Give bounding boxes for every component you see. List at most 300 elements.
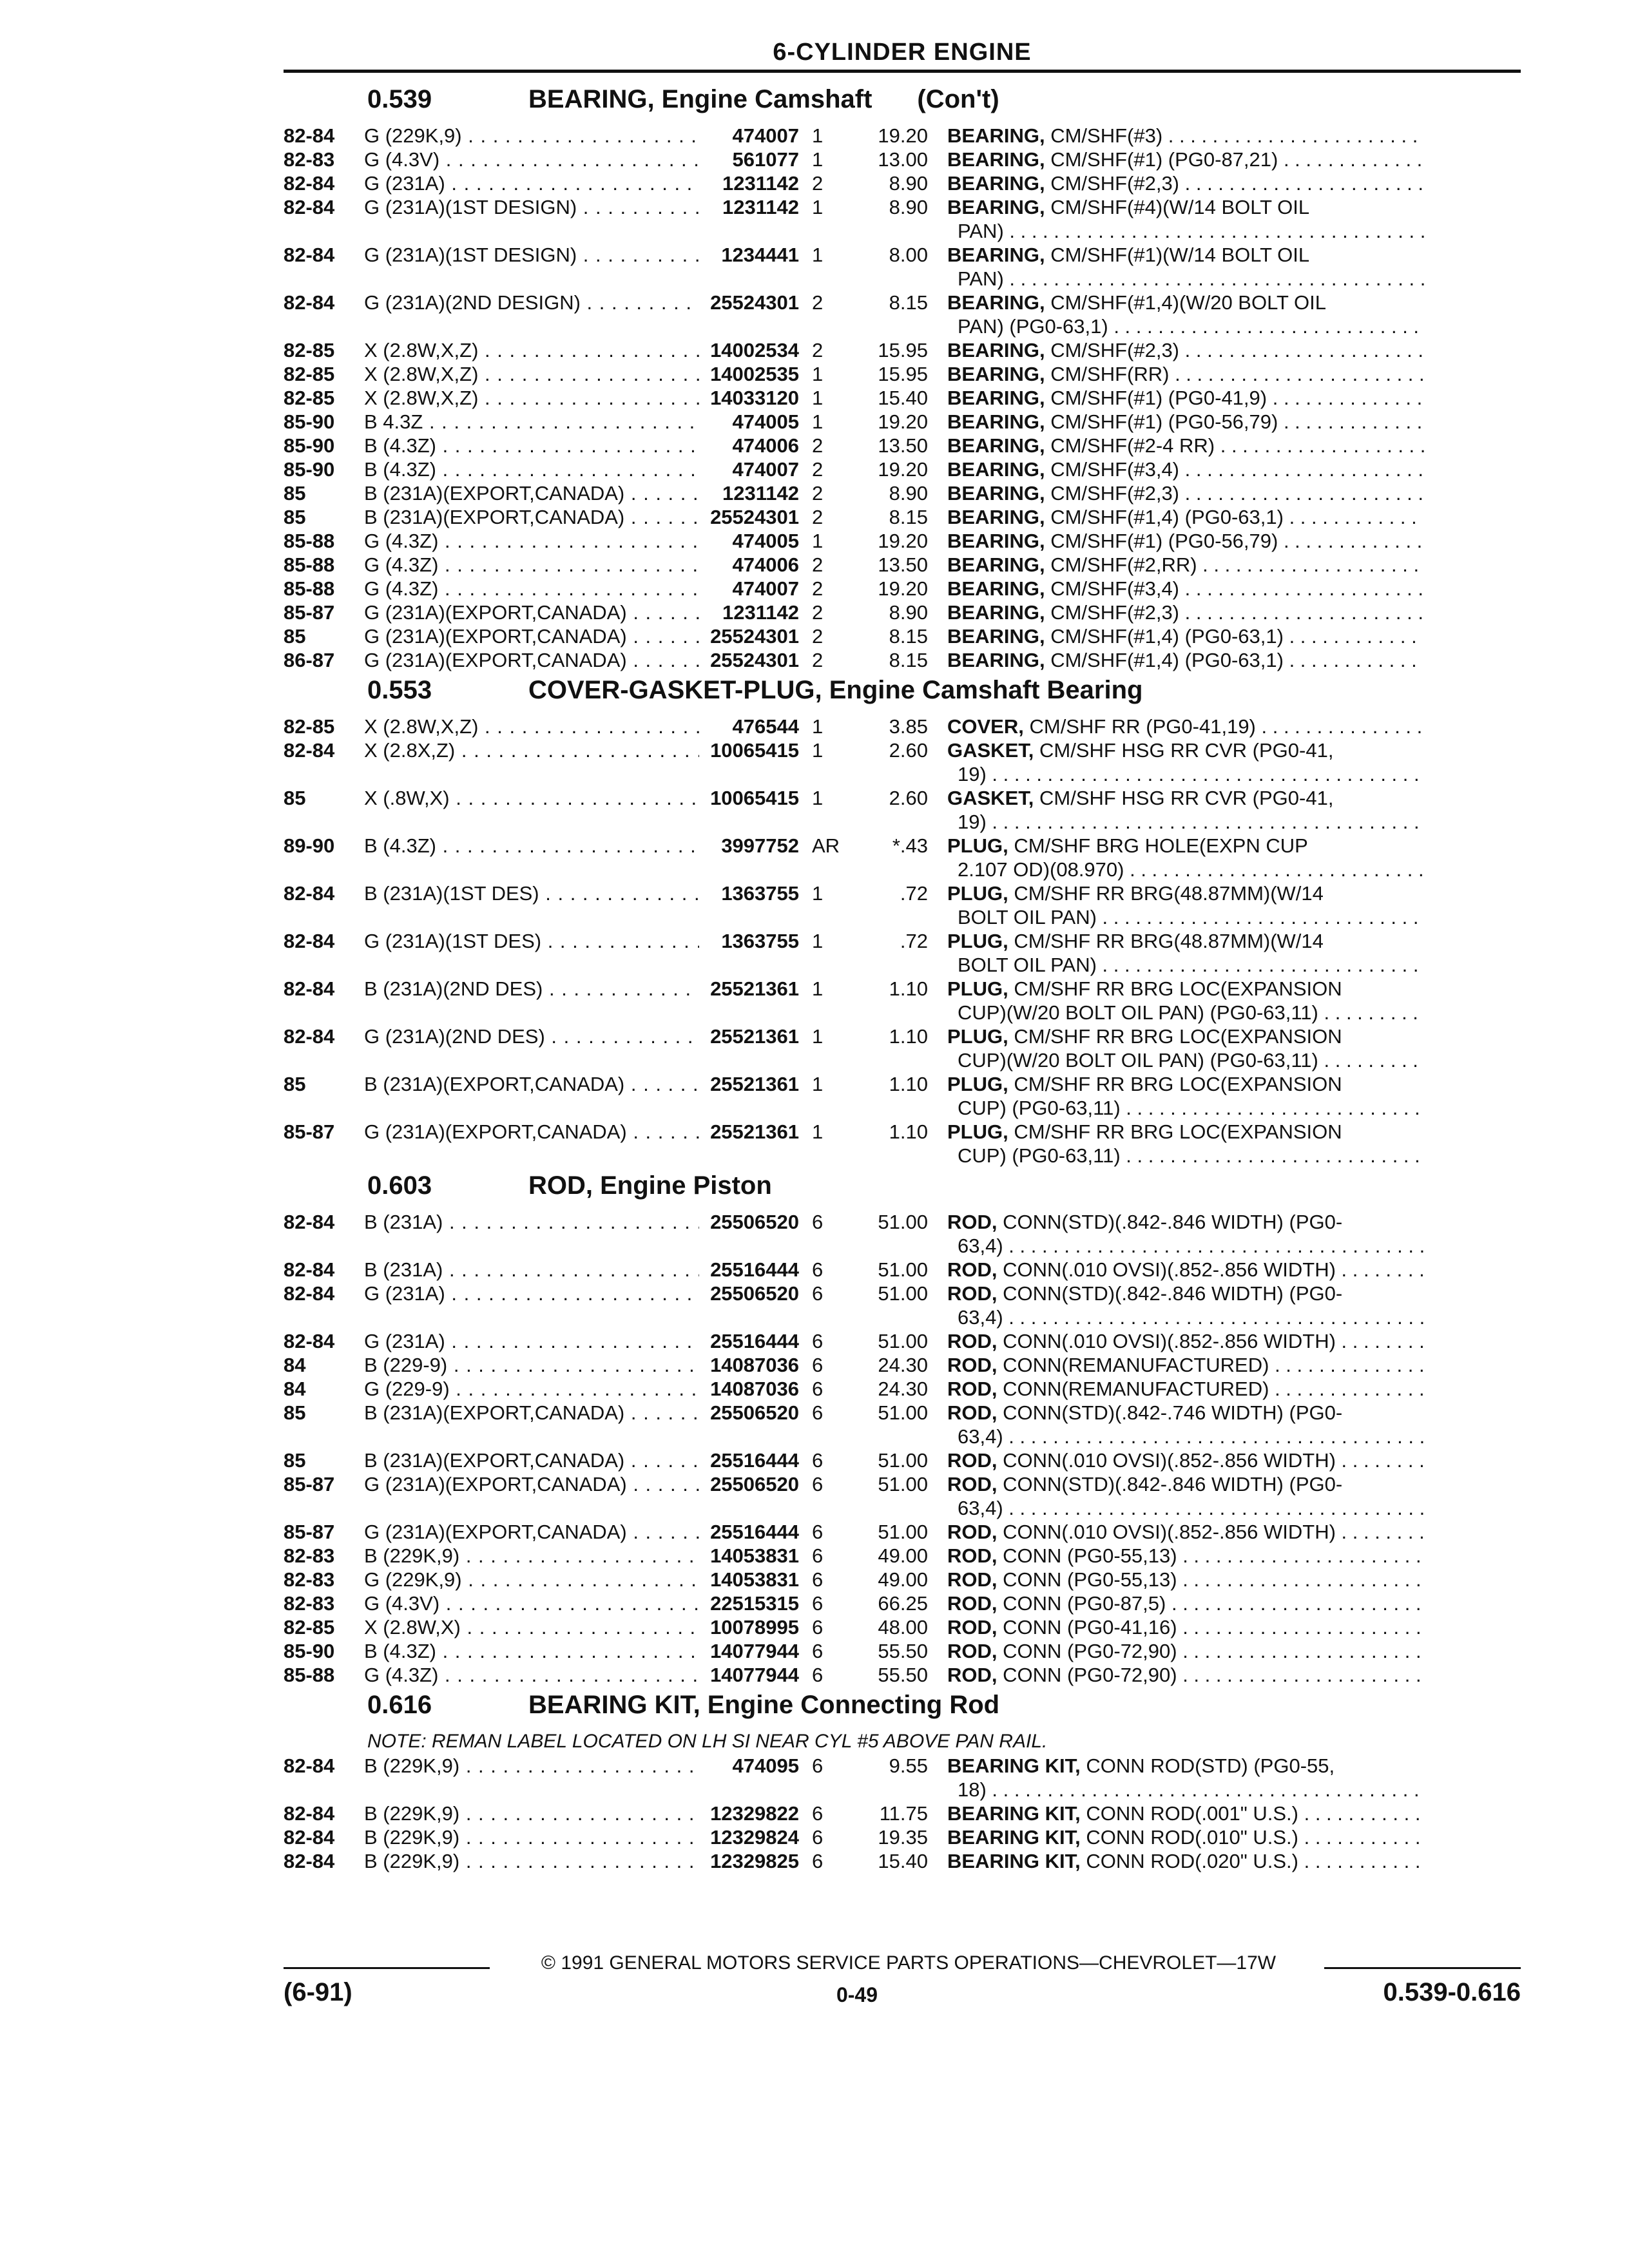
table-row bbox=[284, 362, 1521, 386]
model-years: 89-90 bbox=[284, 834, 335, 857]
model-years: 85 bbox=[284, 1449, 306, 1472]
part-keyword: ROD, bbox=[947, 1354, 998, 1376]
price: .72 bbox=[900, 930, 928, 952]
description-text: CUP)(W/20 BOLT OIL PAN) (PG0-63,11) bbox=[958, 1001, 1318, 1024]
description-text: CM/SHF(#3) bbox=[1050, 124, 1163, 147]
description-line bbox=[947, 1258, 1424, 1282]
description-line bbox=[947, 481, 1424, 505]
table-row bbox=[284, 1072, 1521, 1120]
part-keyword: BEARING, bbox=[947, 244, 1045, 266]
model-years: 84 bbox=[284, 1378, 306, 1400]
engine-code: G (4.3V) . . . bbox=[364, 1591, 699, 1615]
quantity: 6 bbox=[812, 1401, 824, 1424]
price: 1.10 bbox=[889, 977, 928, 1000]
model-years: 85-88 bbox=[284, 577, 335, 600]
part-keyword: PLUG, bbox=[947, 1120, 1008, 1143]
part-number: 474007 bbox=[732, 124, 799, 147]
part-number: 474005 bbox=[732, 410, 799, 433]
description-text: 2.107 OD)(08.970) bbox=[958, 858, 1124, 881]
description-line bbox=[947, 291, 1424, 314]
model-years: 82-84 bbox=[284, 1330, 335, 1352]
description-text: 63,4) bbox=[958, 1497, 1003, 1519]
engine-code: G (231A)(EXPORT,CANADA) . . . bbox=[364, 1472, 699, 1496]
description-line bbox=[947, 762, 1424, 786]
price: 15.95 bbox=[878, 363, 928, 385]
section-continued: (Con't) bbox=[917, 85, 999, 113]
table-row bbox=[284, 601, 1521, 624]
engine-code: X (.8W,X) . . . bbox=[364, 786, 699, 810]
engine-code: G (231A) . . . bbox=[364, 1329, 699, 1353]
table-row bbox=[284, 834, 1521, 881]
description-text: CM/SHF RR BRG LOC(EXPANSION bbox=[1014, 1120, 1342, 1143]
part-keyword: BEARING, bbox=[947, 625, 1045, 648]
engine-code: G (231A)(EXPORT,CANADA) . . . bbox=[364, 601, 699, 624]
part-keyword: BEARING, bbox=[947, 649, 1045, 671]
price: 8.90 bbox=[889, 196, 928, 218]
description-text: CM/SHF(#2,RR) bbox=[1050, 553, 1197, 576]
description-line bbox=[947, 362, 1424, 386]
model-years: 82-84 bbox=[284, 882, 335, 905]
engine-code: G (231A)(EXPORT,CANADA) . . . bbox=[364, 1120, 699, 1144]
table-row bbox=[284, 1520, 1521, 1544]
description-line bbox=[947, 1048, 1424, 1072]
price: 19.20 bbox=[878, 410, 928, 433]
model-years: 82-85 bbox=[284, 1616, 335, 1639]
description bbox=[947, 738, 1424, 786]
quantity: 6 bbox=[812, 1802, 824, 1825]
description-text: CONN ROD(.001" U.S.) bbox=[1086, 1802, 1298, 1825]
quantity: 6 bbox=[812, 1354, 824, 1376]
table-row bbox=[284, 715, 1521, 738]
description-line bbox=[947, 810, 1424, 834]
quantity: 6 bbox=[812, 1211, 824, 1233]
part-keyword: BEARING KIT, bbox=[947, 1754, 1081, 1777]
part-keyword: ROD, bbox=[947, 1282, 998, 1305]
part-keyword: BEARING KIT, bbox=[947, 1802, 1081, 1825]
table-row bbox=[284, 1401, 1521, 1448]
table-row bbox=[284, 881, 1521, 929]
part-number: 25521361 bbox=[710, 1120, 799, 1143]
description bbox=[947, 1544, 1424, 1568]
description-line bbox=[947, 1353, 1424, 1377]
price: 51.00 bbox=[878, 1258, 928, 1281]
description-line bbox=[947, 1234, 1424, 1258]
description-line bbox=[947, 1425, 1424, 1448]
section-title: ROD, Engine Piston bbox=[528, 1171, 772, 1200]
sections-container bbox=[284, 85, 1521, 1877]
description bbox=[947, 338, 1424, 362]
price: *.43 bbox=[892, 834, 928, 857]
engine-code: B 4.3Z . . . bbox=[364, 410, 699, 434]
quantity: 1 bbox=[812, 1073, 824, 1095]
description bbox=[947, 1258, 1424, 1282]
engine-code: B (4.3Z) . . . bbox=[364, 834, 699, 858]
footer-page-number: 0-49 bbox=[836, 1983, 878, 2006]
description bbox=[947, 505, 1424, 529]
price: 2.60 bbox=[889, 739, 928, 762]
engine-code: B (229-9) . . . bbox=[364, 1353, 699, 1377]
description-text: CONN (PG0-41,16) bbox=[1003, 1616, 1177, 1639]
description bbox=[947, 1591, 1424, 1615]
description-line bbox=[947, 219, 1424, 243]
quantity: 2 bbox=[812, 649, 824, 671]
engine-code: G (231A)(2ND DES) . . . bbox=[364, 1024, 699, 1048]
part-keyword: PLUG, bbox=[947, 882, 1008, 905]
model-years: 85 bbox=[284, 506, 306, 528]
description bbox=[947, 1377, 1424, 1401]
description-text: CM/SHF(#2-4 RR) bbox=[1050, 434, 1215, 457]
table-row bbox=[284, 457, 1521, 481]
price: 3.85 bbox=[889, 715, 928, 738]
quantity: 2 bbox=[812, 625, 824, 648]
description-text: CM/SHF(#1,4) (PG0-63,1) bbox=[1050, 625, 1284, 648]
description bbox=[947, 1472, 1424, 1520]
engine-code: G (4.3Z) . . . bbox=[364, 529, 699, 553]
quantity: 1 bbox=[812, 363, 824, 385]
description-line bbox=[947, 1096, 1424, 1120]
quantity: 1 bbox=[812, 882, 824, 905]
description-line bbox=[947, 1544, 1424, 1568]
description-text: CONN(REMANUFACTURED) bbox=[1003, 1354, 1269, 1376]
description bbox=[947, 1849, 1424, 1873]
engine-code: G (231A)(EXPORT,CANADA) . . . bbox=[364, 1520, 699, 1544]
part-keyword: BEARING, bbox=[947, 434, 1045, 457]
table-row bbox=[284, 1448, 1521, 1472]
part-number: 474007 bbox=[732, 577, 799, 600]
description-text: PAN) (PG0-63,1) bbox=[958, 315, 1108, 338]
description-line bbox=[947, 715, 1424, 738]
description-line bbox=[947, 553, 1424, 577]
quantity: 2 bbox=[812, 482, 824, 505]
quantity: 6 bbox=[812, 1544, 824, 1567]
description-text: CONN ROD(.020" U.S.) bbox=[1086, 1850, 1298, 1872]
description-line bbox=[947, 1377, 1424, 1401]
description bbox=[947, 715, 1424, 738]
description-line bbox=[947, 529, 1424, 553]
description bbox=[947, 195, 1424, 243]
description-line bbox=[947, 881, 1424, 905]
quantity: 6 bbox=[812, 1282, 824, 1305]
description bbox=[947, 148, 1424, 171]
engine-code: X (2.8W,X,Z) . . . bbox=[364, 386, 699, 410]
model-years: 82-84 bbox=[284, 172, 335, 195]
description-text: CUP)(W/20 BOLT OIL PAN) (PG0-63,11) bbox=[958, 1049, 1318, 1072]
description-text: CM/SHF(#2,3) bbox=[1050, 172, 1180, 195]
engine-code: B (231A)(EXPORT,CANADA) . . . bbox=[364, 1401, 699, 1425]
description-text: CM/SHF(#1) (PG0-41,9) bbox=[1050, 387, 1268, 409]
description bbox=[947, 577, 1424, 601]
part-keyword: ROD, bbox=[947, 1258, 998, 1281]
table-row bbox=[284, 505, 1521, 529]
description-text: CM/SHF(#1) (PG0-56,79) bbox=[1050, 530, 1278, 552]
page-title: 6-CYLINDER ENGINE bbox=[773, 39, 1032, 66]
description-text: CM/SHF HSG RR CVR (PG0-41, bbox=[1039, 739, 1334, 762]
model-years: 85 bbox=[284, 787, 306, 809]
description-line bbox=[947, 338, 1424, 362]
model-years: 82-83 bbox=[284, 1568, 335, 1591]
part-keyword: BEARING, bbox=[947, 577, 1045, 600]
model-years: 82-83 bbox=[284, 148, 335, 171]
description-text: CONN(REMANUFACTURED) bbox=[1003, 1378, 1269, 1400]
table-row bbox=[284, 1120, 1521, 1168]
part-keyword: ROD, bbox=[947, 1521, 998, 1543]
part-keyword: ROD, bbox=[947, 1211, 998, 1233]
description-line bbox=[947, 314, 1424, 338]
section-number: 0.539 bbox=[367, 85, 432, 113]
quantity: 6 bbox=[812, 1592, 824, 1615]
price: 8.90 bbox=[889, 172, 928, 195]
section-header bbox=[284, 1171, 1521, 1210]
model-years: 85-88 bbox=[284, 553, 335, 576]
table-row bbox=[284, 1544, 1521, 1568]
part-number: 10065415 bbox=[710, 787, 799, 809]
price: 1.10 bbox=[889, 1025, 928, 1048]
header-rule bbox=[284, 70, 1521, 73]
price: 55.50 bbox=[878, 1664, 928, 1686]
description-text: CONN (PG0-72,90) bbox=[1003, 1640, 1177, 1662]
description-line bbox=[947, 195, 1424, 219]
description-line bbox=[947, 953, 1424, 977]
section-title: BEARING, Engine Camshaft bbox=[528, 85, 872, 113]
quantity: 2 bbox=[812, 553, 824, 576]
description-text: PAN) bbox=[958, 220, 1004, 242]
engine-code: B (229K,9) . . . bbox=[364, 1802, 699, 1825]
description bbox=[947, 410, 1424, 434]
table-row bbox=[284, 1024, 1521, 1072]
description-text: CONN (PG0-55,13) bbox=[1003, 1568, 1177, 1591]
model-years: 85-90 bbox=[284, 410, 335, 433]
section-title: BEARING KIT, Engine Connecting Rod bbox=[528, 1691, 1000, 1719]
description bbox=[947, 786, 1424, 834]
table-row bbox=[284, 1849, 1521, 1873]
price: 13.50 bbox=[878, 434, 928, 457]
part-number: 1363755 bbox=[721, 930, 799, 952]
part-number: 1234441 bbox=[721, 244, 799, 266]
price: 19.20 bbox=[878, 530, 928, 552]
description-line bbox=[947, 410, 1424, 434]
part-keyword: GASKET, bbox=[947, 739, 1034, 762]
description-line bbox=[947, 267, 1424, 291]
description-line bbox=[947, 834, 1424, 858]
model-years: 85-90 bbox=[284, 434, 335, 457]
engine-code: B (229K,9) . . . bbox=[364, 1825, 699, 1849]
description-text: 63,4) bbox=[958, 1425, 1003, 1448]
part-keyword: PLUG, bbox=[947, 977, 1008, 1000]
price: 19.20 bbox=[878, 458, 928, 481]
price: 51.00 bbox=[878, 1211, 928, 1233]
quantity: 6 bbox=[812, 1473, 824, 1495]
model-years: 82-84 bbox=[284, 1826, 335, 1849]
quantity: 6 bbox=[812, 1378, 824, 1400]
description bbox=[947, 1120, 1424, 1168]
table-row bbox=[284, 1754, 1521, 1802]
description-text: CM/SHF RR BRG(48.87MM)(W/14 bbox=[1014, 930, 1324, 952]
table-row bbox=[284, 171, 1521, 195]
description bbox=[947, 648, 1424, 672]
description-text: CM/SHF(#1) (PG0-56,79) bbox=[1050, 410, 1278, 433]
price: 55.50 bbox=[878, 1640, 928, 1662]
price: 51.00 bbox=[878, 1449, 928, 1472]
table-row bbox=[284, 738, 1521, 786]
description-line bbox=[947, 1849, 1424, 1873]
description bbox=[947, 1072, 1424, 1120]
price: 8.15 bbox=[889, 506, 928, 528]
table-row bbox=[284, 648, 1521, 672]
price: 15.40 bbox=[878, 1850, 928, 1872]
quantity: 1 bbox=[812, 148, 824, 171]
description-text: CM/SHF RR (PG0-41,19) bbox=[1029, 715, 1256, 738]
part-number: 22515315 bbox=[710, 1592, 799, 1615]
description-text: CM/SHF RR BRG(48.87MM)(W/14 bbox=[1014, 882, 1324, 905]
model-years: 86-87 bbox=[284, 649, 335, 671]
model-years: 82-84 bbox=[284, 124, 335, 147]
quantity: 6 bbox=[812, 1449, 824, 1472]
description-line bbox=[947, 1615, 1424, 1639]
part-number: 1231142 bbox=[722, 601, 799, 624]
part-keyword: PLUG, bbox=[947, 1073, 1008, 1095]
description-line bbox=[947, 858, 1424, 881]
part-keyword: BEARING, bbox=[947, 363, 1045, 385]
part-keyword: BEARING, bbox=[947, 601, 1045, 624]
engine-code: G (229K,9) . . . bbox=[364, 1568, 699, 1591]
description-text: CONN ROD(STD) (PG0-55, bbox=[1086, 1754, 1335, 1777]
description bbox=[947, 881, 1424, 929]
price: .72 bbox=[900, 882, 928, 905]
table-row bbox=[284, 291, 1521, 338]
section-title: COVER-GASKET-PLUG, Engine Camshaft Bearing bbox=[528, 676, 1143, 704]
table-row bbox=[284, 553, 1521, 577]
description-text: CM/SHF RR BRG LOC(EXPANSION bbox=[1014, 977, 1342, 1000]
description-text: CUP) (PG0-63,11) bbox=[958, 1097, 1121, 1119]
table-row bbox=[284, 243, 1521, 291]
description-text: 18) bbox=[958, 1778, 987, 1801]
description bbox=[947, 1754, 1424, 1802]
quantity: 6 bbox=[812, 1616, 824, 1639]
description-text: CM/SHF(#2,3) bbox=[1050, 601, 1180, 624]
engine-code: B (229K,9) . . . bbox=[364, 1544, 699, 1568]
engine-code: G (231A)(EXPORT,CANADA) . . . bbox=[364, 624, 699, 648]
price: 8.00 bbox=[889, 244, 928, 266]
part-number: 25524301 bbox=[710, 291, 799, 314]
part-number: 25506520 bbox=[710, 1282, 799, 1305]
quantity: 2 bbox=[812, 458, 824, 481]
table-row bbox=[284, 1568, 1521, 1591]
part-number: 12329825 bbox=[710, 1850, 799, 1872]
table-row bbox=[284, 386, 1521, 410]
quantity: 1 bbox=[812, 124, 824, 147]
part-number: 25524301 bbox=[710, 625, 799, 648]
part-number: 474095 bbox=[732, 1754, 799, 1777]
section-header bbox=[284, 85, 1521, 124]
quantity: 2 bbox=[812, 172, 824, 195]
description bbox=[947, 1329, 1424, 1353]
table-row bbox=[284, 1663, 1521, 1687]
model-years: 82-84 bbox=[284, 930, 335, 952]
description-text: CONN ROD(.010" U.S.) bbox=[1086, 1826, 1298, 1849]
description-line bbox=[947, 1520, 1424, 1544]
quantity: 6 bbox=[812, 1258, 824, 1281]
price: 11.75 bbox=[879, 1802, 928, 1825]
description-text: CONN(STD)(.842-.746 WIDTH) (PG0- bbox=[1003, 1401, 1343, 1424]
description-text: CM/SHF BRG HOLE(EXPN CUP bbox=[1014, 834, 1308, 857]
part-keyword: ROD, bbox=[947, 1664, 998, 1686]
description-line bbox=[947, 1496, 1424, 1520]
description-text: CONN (PG0-72,90) bbox=[1003, 1664, 1177, 1686]
part-number: 561077 bbox=[732, 148, 799, 171]
description-text: CM/SHF RR BRG LOC(EXPANSION bbox=[1014, 1073, 1342, 1095]
engine-code: B (231A) . . . bbox=[364, 1258, 699, 1282]
model-years: 82-84 bbox=[284, 291, 335, 314]
quantity: 6 bbox=[812, 1330, 824, 1352]
description-text: CM/SHF(#1,4)(W/20 BOLT OIL bbox=[1050, 291, 1326, 314]
quantity: 6 bbox=[812, 1754, 824, 1777]
footer-copyright: © 1991 GENERAL MOTORS SERVICE PARTS OPERATIONS—CHEVROLET—17W bbox=[541, 1952, 1277, 1974]
engine-code: B (231A)(1ST DES) . . . bbox=[364, 881, 699, 905]
engine-code: B (4.3Z) . . . bbox=[364, 457, 699, 481]
description-text: CM/SHF(#3,4) bbox=[1050, 577, 1180, 600]
table-row bbox=[284, 1210, 1521, 1258]
description-text: CONN(.010 OVSI)(.852-.856 WIDTH) bbox=[1003, 1330, 1336, 1352]
part-number: 25516444 bbox=[710, 1449, 799, 1472]
engine-code: G (231A)(2ND DESIGN) . . . bbox=[364, 291, 699, 314]
section bbox=[284, 676, 1521, 1168]
price: 9.55 bbox=[889, 1754, 928, 1777]
part-number: 25524301 bbox=[710, 649, 799, 671]
description-line bbox=[947, 1663, 1424, 1687]
quantity: 1 bbox=[812, 787, 824, 809]
description-line bbox=[947, 624, 1424, 648]
table-row bbox=[284, 1639, 1521, 1663]
engine-code: G (231A) . . . bbox=[364, 171, 699, 195]
description bbox=[947, 977, 1424, 1024]
description-text: CONN(STD)(.842-.846 WIDTH) (PG0- bbox=[1003, 1473, 1343, 1495]
table-row bbox=[284, 977, 1521, 1024]
part-number: 25521361 bbox=[710, 1073, 799, 1095]
price: 8.90 bbox=[889, 601, 928, 624]
description bbox=[947, 1568, 1424, 1591]
part-number: 25516444 bbox=[710, 1521, 799, 1543]
model-years: 85-88 bbox=[284, 1664, 335, 1686]
price: 13.50 bbox=[878, 553, 928, 576]
part-keyword: BEARING, bbox=[947, 172, 1045, 195]
section-header bbox=[284, 676, 1521, 715]
part-keyword: ROD, bbox=[947, 1640, 998, 1662]
part-number: 1363755 bbox=[721, 882, 799, 905]
description-line bbox=[947, 171, 1424, 195]
part-keyword: PLUG, bbox=[947, 1025, 1008, 1048]
description bbox=[947, 624, 1424, 648]
description-line bbox=[947, 457, 1424, 481]
table-row bbox=[284, 929, 1521, 977]
description-text: CONN(STD)(.842-.846 WIDTH) (PG0- bbox=[1003, 1211, 1343, 1233]
description-line bbox=[947, 1778, 1424, 1802]
footer-rule-right bbox=[1324, 1967, 1521, 1969]
model-years: 85-90 bbox=[284, 1640, 335, 1662]
table-row bbox=[284, 1282, 1521, 1329]
model-years: 82-85 bbox=[284, 339, 335, 361]
price: 8.15 bbox=[889, 291, 928, 314]
description-line bbox=[947, 1024, 1424, 1048]
description bbox=[947, 1663, 1424, 1687]
part-keyword: ROD, bbox=[947, 1449, 998, 1472]
model-years: 82-84 bbox=[284, 977, 335, 1000]
quantity: 1 bbox=[812, 1120, 824, 1143]
description-line bbox=[947, 243, 1424, 267]
quantity: 2 bbox=[812, 434, 824, 457]
part-keyword: BEARING, bbox=[947, 482, 1045, 505]
description-text: CM/SHF(RR) bbox=[1050, 363, 1170, 385]
part-keyword: BEARING, bbox=[947, 553, 1045, 576]
